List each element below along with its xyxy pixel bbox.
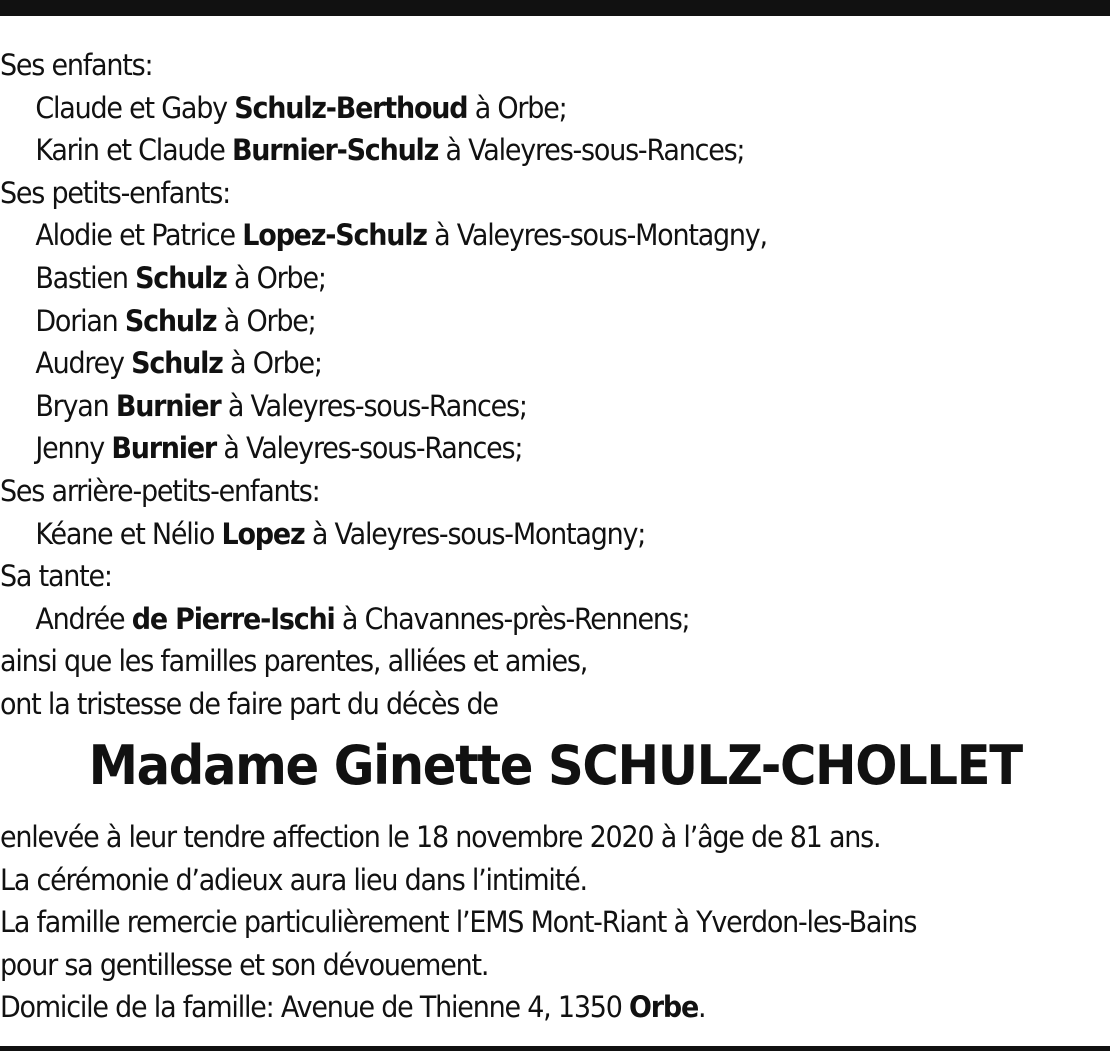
bottom-border-rule [0,1046,1110,1051]
family-member-line: Bastien Schulz à Orbe; [35,260,326,295]
family-surname: Schulz [124,303,217,338]
family-surname: Lopez [221,516,305,551]
family-surname: Schulz [131,346,223,381]
announcement-line: ont la tristesse de faire part du décès de [0,686,498,721]
family-member-line: Bryan Burnier à Valeyres-sous-Rances; [35,388,527,423]
family-surname: Schulz [135,260,227,295]
family-member-line: Karin et Claude Burnier-Schulz à Valeyres-sous-Rances; [35,133,745,168]
family-surname: Burnier-Schulz [231,133,439,168]
closing-text [0,816,1107,1029]
family-member-line: Audrey Schulz à Orbe; [35,346,322,381]
family-surname: de Pierre-Ischi [131,601,335,636]
family-surname: Lopez-Schulz [242,218,427,253]
deceased-name-heading [0,734,1110,798]
family-surname: Schulz-Berthoud [234,90,468,125]
family-member-line: Claude et Gaby Schulz-Berthoud à Orbe; [35,90,567,125]
thanks-line-continued: pour sa gentillesse et son dévouement. [0,947,489,982]
family-member-line: Kéane et Nélio Lopez à Valeyres-sous-Montagny; [35,516,646,551]
thanks-line: La famille remercie particulièrement l’EMS Mont-Riant à Yverdon-les-Bains [0,905,917,940]
family-address-line: Domicile de la famille: Avenue de Thienne 4, 1350 Orbe. [0,990,706,1025]
family-member-line: Dorian Schulz à Orbe; [35,303,316,338]
family-surname: Burnier [111,431,217,466]
family-surname: Burnier [115,388,221,423]
families-line: ainsi que les familles parentes, alliées et amies, [0,644,588,679]
death-notice-line: enlevée à leur tendre affection le 18 novembre 2020 à l’âge de 81 ans. [0,820,881,854]
deceased-name: Madame Ginette SCHULZ-CHOLLET [88,734,1022,797]
grandchildren-heading: Ses petits-enfants: [0,175,231,210]
top-border-rule [0,0,1110,16]
ceremony-line: La cérémonie d’adieux aura lieu dans l’intimité. [0,862,587,897]
great-grandchildren-heading: Ses arrière-petits-enfants: [0,473,320,508]
family-list [0,44,1032,726]
family-member-line: Andrée de Pierre-Ischi à Chavannes-près-Rennens; [35,601,690,636]
children-heading: Ses enfants: [0,48,153,82]
aunt-heading: Sa tante: [0,559,112,594]
address-city: Orbe [629,990,699,1025]
family-member-line: Alodie et Patrice Lopez-Schulz à Valeyres-sous-Montagny, [35,218,767,253]
family-member-line: Jenny Burnier à Valeyres-sous-Rances; [35,431,523,466]
